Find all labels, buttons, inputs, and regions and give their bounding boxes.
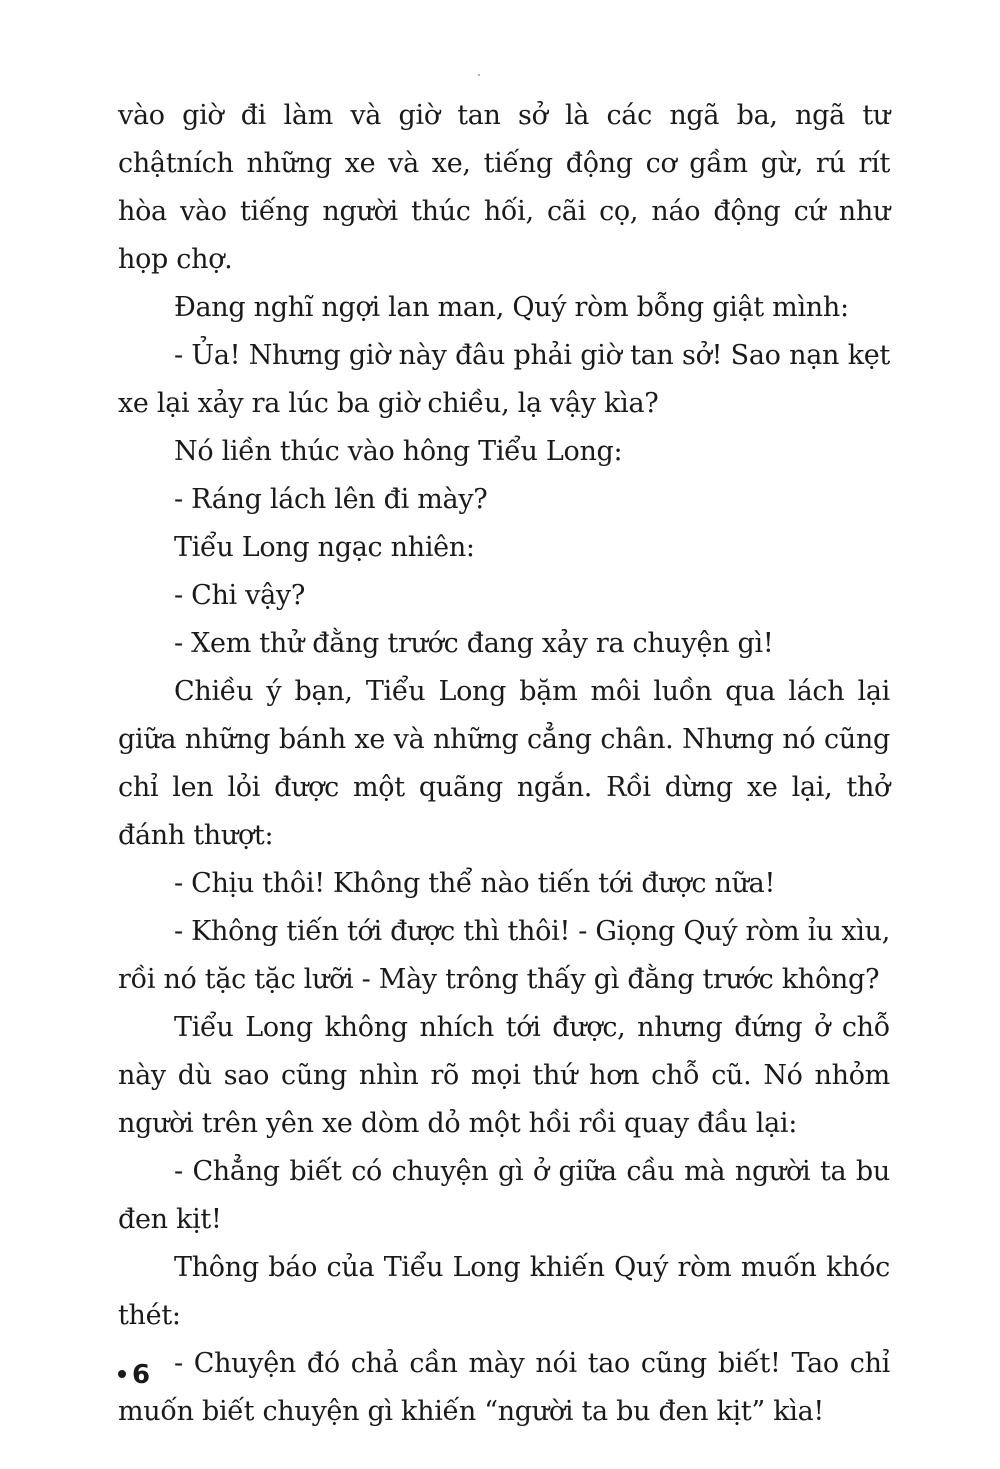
- paragraph-9: Chiều ý bạn, Tiểu Long bặm môi luồn qua lách lại giữa những bánh xe và những cẳng chân. Nhưng nó cũng chỉ len lỏi được một quãng ngắn. Rồi dừng xe lại, thở đánh thượt:: [118, 676, 890, 851]
- scan-speck: [478, 74, 480, 76]
- paragraph-1: vào giờ đi làm và giờ tan sở là các ngã ba, ngã tư chậtních những xe và xe, tiếng động cơ gầm gừ, rú rít hòa vào tiếng người thúc hối, cãi cọ, náo động cứ như họp chợ.: [118, 100, 890, 275]
- paragraph-12: Tiểu Long không nhích tới được, nhưng đứng ở chỗ này dù sao cũng nhìn rõ mọi thứ hơn chỗ cũ. Nó nhỏm người trên yên xe dòm dỏ một hồi rồi quay đầu lại:: [118, 1012, 890, 1139]
- paragraph-3: - Ủa! Nhưng giờ này đâu phải giờ tan sở! Sao nạn kẹt xe lại xảy ra lúc ba giờ chiều, lạ vậy kìa?: [118, 340, 890, 419]
- paragraph-4: Nó liền thúc vào hông Tiểu Long:: [174, 436, 623, 467]
- paragraph-7: - Chi vậy?: [174, 580, 306, 611]
- paragraph-6: Tiểu Long ngạc nhiên:: [174, 532, 475, 563]
- body-text: [118, 92, 890, 1436]
- paragraph-15: - Chuyện đó chả cần mày nói tao cũng biết! Tao chỉ muốn biết chuyện gì khiến “người ta bu đen kịt” kìa!: [118, 1348, 890, 1427]
- paragraph-2: Đang nghĩ ngợi lan man, Quý ròm bỗng giật mình:: [174, 292, 849, 323]
- page-number-value: 6: [132, 1360, 151, 1390]
- paragraph-8: - Xem thử đằng trước đang xảy ra chuyện gì!: [174, 628, 774, 659]
- paragraph-10: - Chịu thôi! Không thể nào tiến tới được nữa!: [174, 868, 776, 899]
- page-number: [118, 1360, 150, 1390]
- paragraph-14: Thông báo của Tiểu Long khiến Quý ròm muốn khóc thét:: [118, 1252, 890, 1331]
- bullet-icon: [118, 1370, 126, 1378]
- paragraph-13: - Chẳng biết có chuyện gì ở giữa cầu mà người ta bu đen kịt!: [118, 1156, 890, 1235]
- paragraph-5: - Ráng lách lên đi mày?: [174, 484, 488, 515]
- paragraph-11: - Không tiến tới được thì thôi! - Giọng Quý ròm ỉu xìu, rồi nó tặc tặc lưỡi - Mày trông thấy gì đằng trước không?: [118, 916, 890, 995]
